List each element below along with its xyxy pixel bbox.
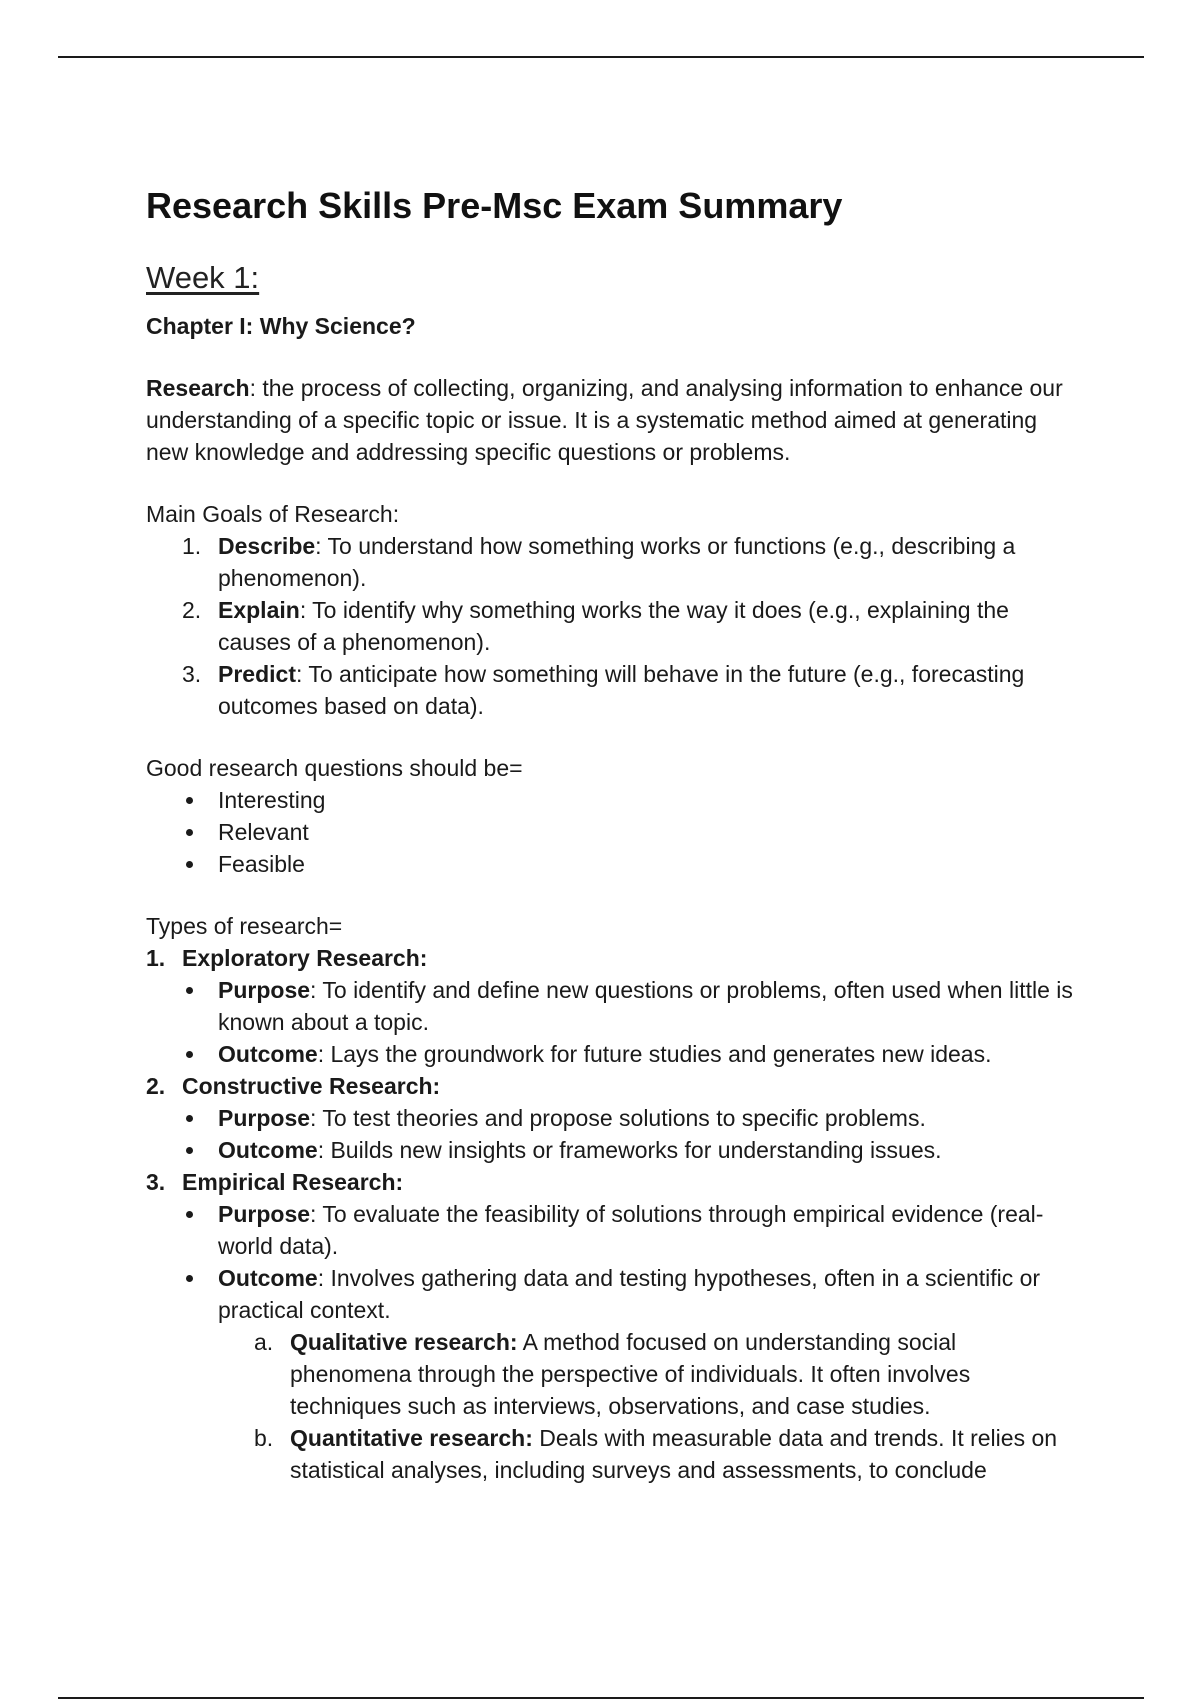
- list-item: [218, 1422, 1076, 1486]
- research-definition: [146, 372, 1076, 468]
- purpose-text: : To test theories and propose solutions to specific problems.: [310, 1105, 926, 1131]
- list-number: 1.: [182, 533, 202, 559]
- type-number: 1.: [146, 945, 166, 971]
- goal-text: : To understand how something works or functions (e.g., describing a phenomenon).: [218, 533, 1016, 591]
- types-list: [146, 942, 1076, 1486]
- goals-heading: Main Goals of Research:: [146, 501, 400, 527]
- sub-text: A method focused on understanding social phenomena through the perspective of individuals. It often involves techniques such as interviews, observations, and case studies.: [290, 1329, 971, 1419]
- list-number: 2.: [182, 597, 202, 623]
- sub-letter: a.: [254, 1329, 274, 1355]
- sub-term: Qualitative research:: [290, 1329, 518, 1355]
- purpose-label: Purpose: [218, 1201, 311, 1227]
- type-number: 3.: [146, 1169, 166, 1195]
- goals-list: [146, 530, 1076, 722]
- list-item: [182, 1198, 1076, 1262]
- list-item: [146, 658, 1076, 722]
- type-details: [182, 974, 1076, 1070]
- purpose-label: Purpose: [218, 977, 311, 1003]
- chapter-heading: Chapter I: Why Science?: [146, 313, 416, 339]
- document-title: Research Skills Pre-Msc Exam Summary: [146, 185, 843, 226]
- sub-text: Deals with measurable data and trends. It relies on statistical analyses, including surveys and assessments, to conclude: [290, 1425, 1058, 1483]
- week-heading: Week 1:: [146, 260, 260, 295]
- outcome-label: Outcome: [218, 1041, 318, 1067]
- research-term: Research: [146, 375, 250, 401]
- sub-letter: b.: [254, 1425, 274, 1451]
- research-type-constructive: [146, 1070, 1076, 1166]
- list-item: [182, 1102, 1076, 1134]
- list-item: [182, 1038, 1076, 1070]
- research-type-empirical: [146, 1166, 1076, 1486]
- outcome-label: Outcome: [218, 1265, 318, 1291]
- type-number: 2.: [146, 1073, 166, 1099]
- list-item: Interesting: [146, 784, 1076, 816]
- goal-term: Explain: [218, 597, 300, 623]
- outcome-text: : Builds new insights or frameworks for understanding issues.: [317, 1137, 942, 1163]
- list-item: Relevant: [146, 816, 1076, 848]
- list-item: [182, 1134, 1076, 1166]
- type-name: Constructive Research:: [182, 1073, 441, 1099]
- bottom-rule: [58, 1697, 1144, 1699]
- purpose-text: : To evaluate the feasibility of solutions through empirical evidence (real-world data).: [218, 1201, 1044, 1259]
- outcome-text: : Lays the groundwork for future studies and generates new ideas.: [317, 1041, 992, 1067]
- top-rule: [58, 56, 1144, 58]
- type-name: Exploratory Research:: [182, 945, 428, 971]
- questions-heading: Good research questions should be=: [146, 755, 523, 781]
- sub-term: Quantitative research:: [290, 1425, 533, 1451]
- list-item: [182, 974, 1076, 1038]
- list-item: Feasible: [146, 848, 1076, 880]
- goal-term: Describe: [218, 533, 316, 559]
- outcome-text: : Involves gathering data and testing hypotheses, often in a scientific or practical context.: [218, 1265, 1041, 1323]
- outcome-label: Outcome: [218, 1137, 318, 1163]
- type-details: [182, 1198, 1076, 1486]
- types-heading: Types of research=: [146, 913, 343, 939]
- document-body: [146, 178, 1076, 1486]
- empirical-subtypes: [218, 1326, 1076, 1486]
- goal-term: Predict: [218, 661, 296, 687]
- list-number: 3.: [182, 661, 202, 687]
- list-item: [146, 530, 1076, 594]
- list-item: [182, 1262, 1076, 1486]
- purpose-label: Purpose: [218, 1105, 311, 1131]
- list-item: [218, 1326, 1076, 1422]
- type-details: [182, 1102, 1076, 1166]
- goal-text: : To anticipate how something will behave in the future (e.g., forecasting outcomes based on data).: [218, 661, 1025, 719]
- purpose-text: : To identify and define new questions or problems, often used when little is known about a topic.: [218, 977, 1073, 1035]
- research-definition-text: : the process of collecting, organizing, and analysing information to enhance our understanding of a specific topic or issue. It is a systematic method aimed at generating new knowledge and addressing specific questions or problems.: [146, 375, 1063, 465]
- type-name: Empirical Research:: [182, 1169, 404, 1195]
- research-type-exploratory: [146, 942, 1076, 1070]
- goal-text: : To identify why something works the way it does (e.g., explaining the causes of a phenomenon).: [218, 597, 1009, 655]
- list-item: [146, 594, 1076, 658]
- questions-list: [146, 784, 1076, 880]
